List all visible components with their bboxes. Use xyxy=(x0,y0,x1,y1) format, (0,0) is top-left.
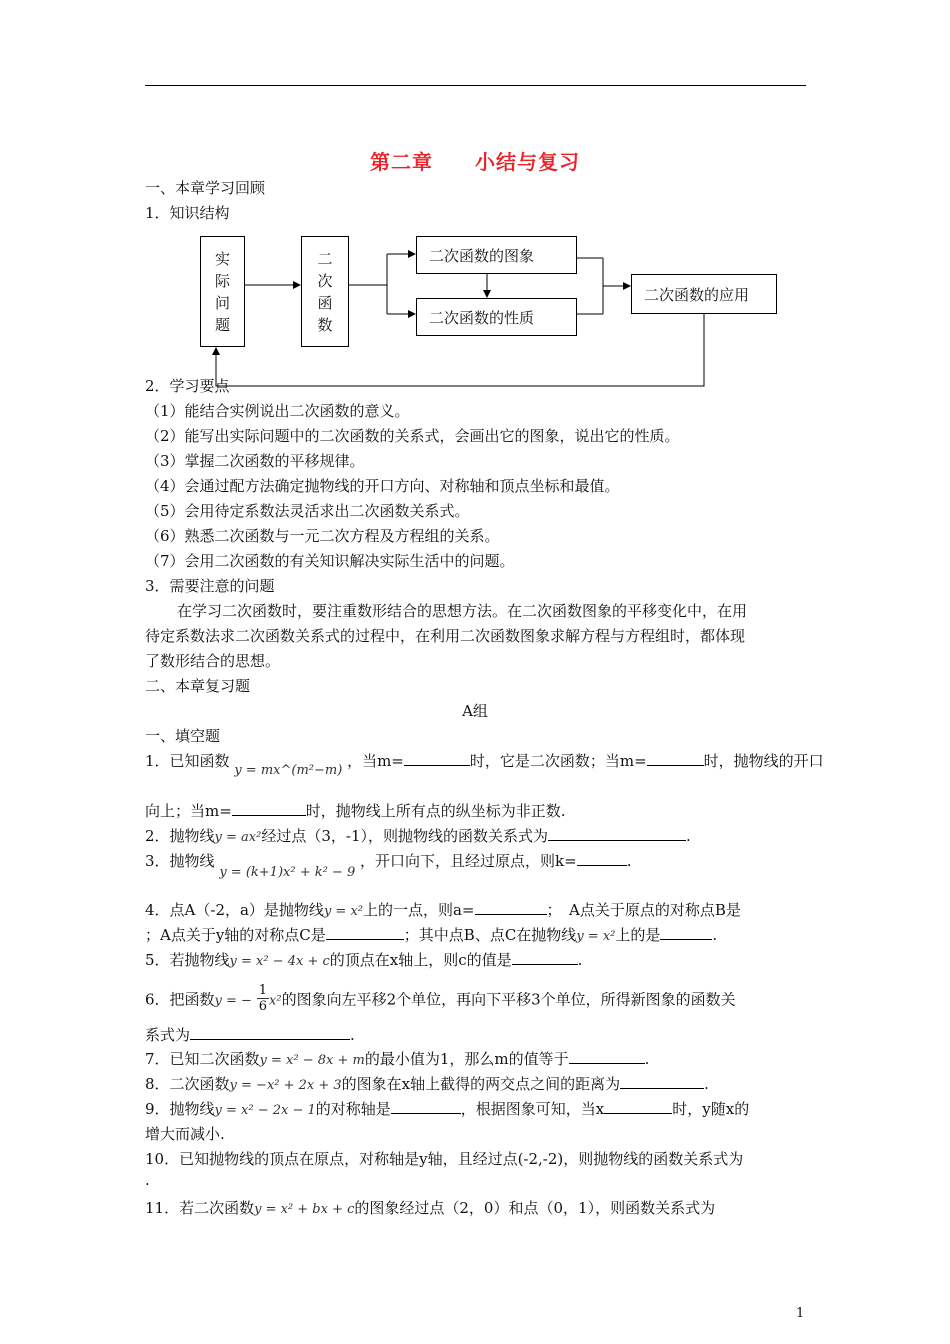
question-4-line-1: 4．点A（-2，a）是抛物线y = x²上的一点，则a= ； A点关于原点的对称点B是 xyxy=(145,901,741,919)
box-practical-problem: 实 际 问 题 xyxy=(200,236,245,347)
diagram-connectors xyxy=(0,0,950,420)
sub-knowledge-structure: 1．知识结构 xyxy=(145,204,230,222)
question-9-line-2: 增大而减小. xyxy=(145,1125,225,1143)
para-line-3: 了数形结合的思想。 xyxy=(145,652,281,670)
q11-formula: y = x² + bx + c xyxy=(254,1202,355,1217)
para-line-2: 待定系数法求二次函数关系式的过程中，在利用二次函数图象求解方程与方程组时，都体现 xyxy=(145,627,746,645)
q3-blank[interactable] xyxy=(577,851,627,866)
sub-key-points: 2．学习要点 xyxy=(145,377,230,395)
question-9-line-1: 9．抛物线y = x² − 2x − 1的对称轴是 ，根据图象可知，当x 时，y随x的 xyxy=(145,1100,750,1118)
point-7: （7）会用二次函数的有关知识解决实际生活中的问题。 xyxy=(145,552,515,570)
q9-blank-2[interactable] xyxy=(604,1099,672,1114)
q4-blank-3[interactable] xyxy=(660,925,712,940)
page-number: 1 xyxy=(796,1306,805,1321)
q6-fraction: $\frac{1}{6}$ xyxy=(258,983,268,1014)
box-function-graph: 二次函数的图象 xyxy=(416,236,577,274)
fill-in-heading: 一、填空题 xyxy=(145,727,221,745)
q1-formula: y = mx^(m²−m) xyxy=(234,763,343,778)
point-2: （2）能写出实际问题中的二次函数的关系式，会画出它的图象，说出它的性质。 xyxy=(145,427,680,445)
q8-formula: y = −x² + 2x + 3 xyxy=(229,1078,342,1093)
q1-blank-1[interactable] xyxy=(404,751,470,766)
point-3: （3）掌握二次函数的平移规律。 xyxy=(145,452,365,470)
para-line-1: 在学习二次函数时，要注重数形结合的思想方法。在二次函数图象的平移变化中，在用 xyxy=(177,602,748,620)
q4-blank-1[interactable] xyxy=(475,900,547,915)
question-1-line-2: 向上；当m= 时，抛物线上所有点的纵坐标为非正数. xyxy=(145,802,566,820)
q9-formula: y = x² − 2x − 1 xyxy=(214,1103,316,1118)
section-review: 一、本章学习回顾 xyxy=(145,179,266,197)
q2-formula: y = ax² xyxy=(214,830,262,845)
point-6: （6）熟悉二次函数与一元二次方程及方程组的关系。 xyxy=(145,527,500,545)
question-4-line-2: ；A点关于y轴的对称点C是 ；其中点B、点C在抛物线y = x²上的是 . xyxy=(145,926,718,944)
question-1-line-1: 1．已知函数 y = mx^(m²−m) ，当m= 时，它是二次函数；当m= 时，抛物线的开口 xyxy=(145,752,824,778)
q5-formula: y = x² − 4x + c xyxy=(229,954,330,969)
q4-formula-2: y = x² xyxy=(576,929,616,944)
question-8: 8．二次函数y = −x² + 2x + 3的图象在x轴上截得的两交点之间的距离为 . xyxy=(145,1075,709,1093)
box-function-application: 二次函数的应用 xyxy=(631,274,777,314)
q2-blank[interactable] xyxy=(548,826,686,841)
q5-blank[interactable] xyxy=(512,950,578,965)
question-7: 7．已知二次函数y = x² − 8x + m的最小值为1，那么m的值等于 . xyxy=(145,1050,650,1068)
section-exercises: 二、本章复习题 xyxy=(145,677,251,695)
q7-formula: y = x² − 8x + m xyxy=(259,1053,365,1068)
q7-blank[interactable] xyxy=(569,1049,645,1064)
question-3: 3．抛物线 y = (k+1)x² + k² − 9 ，开口向下，且经过原点，则k= . xyxy=(145,852,632,880)
question-6-line-1: 6．把函数y = − $\frac{1}{6}$ x²的图象向左平移2个单位，再向下平移3个单位，所得新图象的函数关 xyxy=(145,983,736,1014)
point-5: （5）会用待定系数法灵活求出二次函数关系式。 xyxy=(145,502,470,520)
question-2: 2．抛物线y = ax²经过点（3，-1），则抛物线的函数关系式为 . xyxy=(145,827,691,845)
q1-blank-3[interactable] xyxy=(232,801,306,816)
box-function-property: 二次函数的性质 xyxy=(416,298,577,336)
q8-blank[interactable] xyxy=(620,1074,704,1089)
point-1: （1）能结合实例说出二次函数的意义。 xyxy=(145,402,410,420)
q4-formula-1: y = x² xyxy=(323,904,363,919)
question-10-line-1: 10．已知抛物线的顶点在原点，对称轴是y轴，且经过点(-2,-2)，则抛物线的函数关系式为 xyxy=(145,1150,744,1168)
point-4: （4）会通过配方法确定抛物线的开口方向、对称轴和顶点坐标和最值。 xyxy=(145,477,620,495)
q1-blank-2[interactable] xyxy=(647,751,704,766)
q6-blank[interactable] xyxy=(190,1025,350,1040)
chapter-title: 第二章 小结与复习 xyxy=(370,150,580,174)
q3-formula: y = (k+1)x² + k² − 9 xyxy=(219,865,356,880)
box-quadratic-function: 二 次 函 数 xyxy=(301,236,349,347)
question-5: 5．若抛物线y = x² − 4x + c的顶点在x轴上，则c的值是 . xyxy=(145,951,583,969)
question-11: 11．若二次函数y = x² + bx + c的图象经过点（2，0）和点（0，1），则函数关系式为 xyxy=(145,1199,716,1217)
sub-attention: 3．需要注意的问题 xyxy=(145,577,275,595)
q9-blank-1[interactable] xyxy=(391,1099,461,1114)
q4-blank-2[interactable] xyxy=(326,925,404,940)
question-10-line-2: . xyxy=(145,1171,150,1189)
group-a-heading: A组 xyxy=(462,702,488,720)
question-6-line-2: 系式为 . xyxy=(145,1026,355,1044)
